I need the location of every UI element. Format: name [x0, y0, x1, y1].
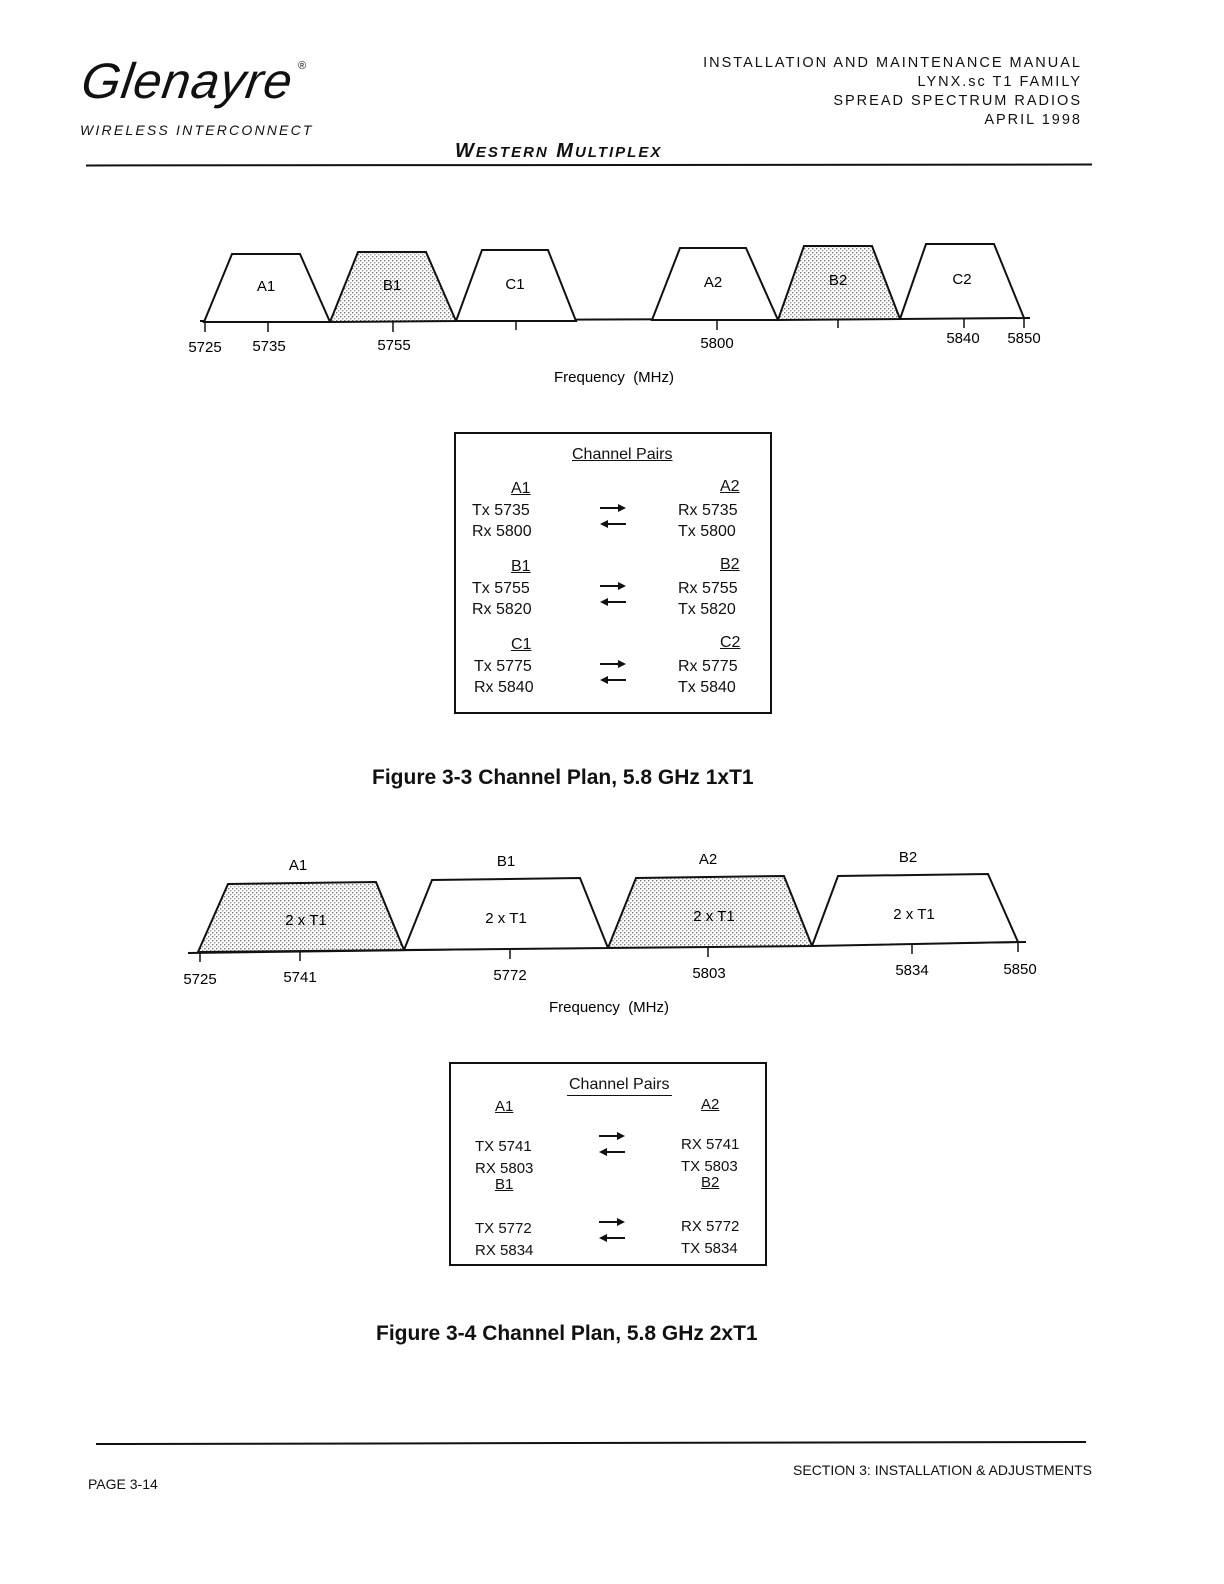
pair-right-line: RX 5772	[681, 1218, 740, 1235]
pair-right-line: TX 5803	[681, 1158, 738, 1175]
pair-left-line: RX 5834	[475, 1242, 534, 1259]
pair-right-name: B2	[720, 556, 740, 573]
logo-tagline: WIRELESS INTERCONNECT	[80, 122, 314, 138]
tick-label: 5834	[895, 962, 929, 979]
pair-left-line: TX 5741	[475, 1138, 532, 1155]
pair-left-line: Rx 5820	[472, 601, 532, 618]
pair-left-name: A1	[511, 480, 531, 497]
tick-label: 5741	[283, 969, 317, 986]
channel-label: B2	[898, 849, 918, 866]
pair-left-line: Tx 5775	[474, 658, 532, 675]
footer-rule	[96, 1441, 1086, 1445]
tick-label: 5803	[692, 965, 726, 982]
pair-right-line: TX 5834	[681, 1240, 738, 1257]
channel-label: B1	[496, 853, 516, 870]
bidirectional-arrows-icon	[597, 1216, 627, 1252]
channel-label: A1	[288, 857, 308, 874]
channel-pairs-table-1xT1	[454, 432, 772, 714]
pair-left-line: Rx 5800	[472, 523, 532, 540]
pair-right-line: Tx 5800	[678, 523, 736, 540]
channel-pairs-title: Channel Pairs	[567, 1076, 672, 1096]
tick-label: 5735	[252, 338, 286, 355]
channel-label: C2	[952, 271, 972, 288]
pair-right-line: Tx 5840	[678, 679, 736, 696]
pair-right-line: RX 5741	[681, 1136, 740, 1153]
channel-pairs-title: Channel Pairs	[572, 446, 673, 463]
tick-label: 5850	[1007, 330, 1041, 347]
pair-right-line: Tx 5820	[678, 601, 736, 618]
tick-label: 5725	[183, 971, 217, 988]
glenayre-logo: Glenayre	[78, 53, 297, 109]
pair-left-name: A1	[495, 1098, 514, 1115]
pair-left-name: C1	[511, 636, 532, 653]
pair-right-line: Rx 5735	[678, 502, 738, 519]
tick-label: 5850	[1003, 961, 1037, 978]
manual-line: SPREAD SPECTRUM RADIOS	[833, 93, 1082, 109]
pair-left-line: TX 5772	[475, 1220, 532, 1237]
manual-line: APRIL 1998	[984, 112, 1082, 128]
registered-mark-icon: ®	[298, 60, 307, 72]
figure-3-4-caption: Figure 3-4 Channel Plan, 5.8 GHz 2xT1	[376, 1322, 758, 1345]
pair-right-name: A2	[701, 1096, 720, 1113]
channel-capacity-label: 2 x T1	[693, 908, 735, 925]
pair-right-line: Rx 5755	[678, 580, 738, 597]
channel-label: A2	[703, 274, 723, 291]
bidirectional-arrows-icon	[598, 656, 628, 692]
channel-plan-1xT1-diagram	[0, 0, 1224, 400]
axis-label: Frequency (MHz)	[548, 999, 670, 1016]
channel-label: A2	[698, 851, 718, 868]
tick-label: 5725	[188, 339, 222, 356]
pair-right-name: B2	[701, 1174, 720, 1191]
channel-label: A1	[256, 278, 276, 295]
pair-left-line: Rx 5840	[474, 679, 534, 696]
pair-left-line: RX 5803	[475, 1160, 534, 1177]
company-name: WESTERN MULTIPLEX	[455, 140, 663, 162]
bidirectional-arrows-icon	[598, 500, 628, 536]
channel-capacity-label: 2 x T1	[285, 912, 327, 929]
manual-line: LYNX.sc T1 FAMILY	[917, 74, 1082, 90]
tick-label: 5800	[700, 335, 734, 352]
section-title: SECTION 3: INSTALLATION & ADJUSTMENTS	[793, 1462, 1092, 1478]
pair-left-name: B1	[511, 558, 531, 575]
channel-plan-2xT1-diagram	[0, 840, 1224, 1030]
pair-right-line: Rx 5775	[678, 658, 738, 675]
pair-left-name: B1	[495, 1176, 514, 1193]
pair-left-line: Tx 5735	[472, 502, 530, 519]
figure-3-3-caption: Figure 3-3 Channel Plan, 5.8 GHz 1xT1	[372, 766, 754, 789]
manual-line: INSTALLATION AND MAINTENANCE MANUAL	[703, 55, 1082, 71]
pair-right-name: A2	[720, 478, 740, 495]
bidirectional-arrows-icon	[597, 1130, 627, 1166]
page-number: PAGE 3-14	[88, 1476, 158, 1492]
pair-right-name: C2	[720, 634, 741, 651]
channel-label: B1	[382, 277, 402, 294]
channel-capacity-label: 2 x T1	[485, 910, 527, 927]
pair-left-line: Tx 5755	[472, 580, 530, 597]
channel-pairs-table-2xT1	[449, 1062, 767, 1266]
tick-label: 5840	[946, 330, 980, 347]
axis-label: Frequency (MHz)	[553, 369, 675, 386]
channel-label: C1	[505, 276, 525, 293]
channel-capacity-label: 2 x T1	[893, 906, 935, 923]
tick-label: 5772	[493, 967, 527, 984]
bidirectional-arrows-icon	[598, 580, 628, 616]
channel-label: B2	[828, 272, 848, 289]
tick-label: 5755	[377, 337, 411, 354]
